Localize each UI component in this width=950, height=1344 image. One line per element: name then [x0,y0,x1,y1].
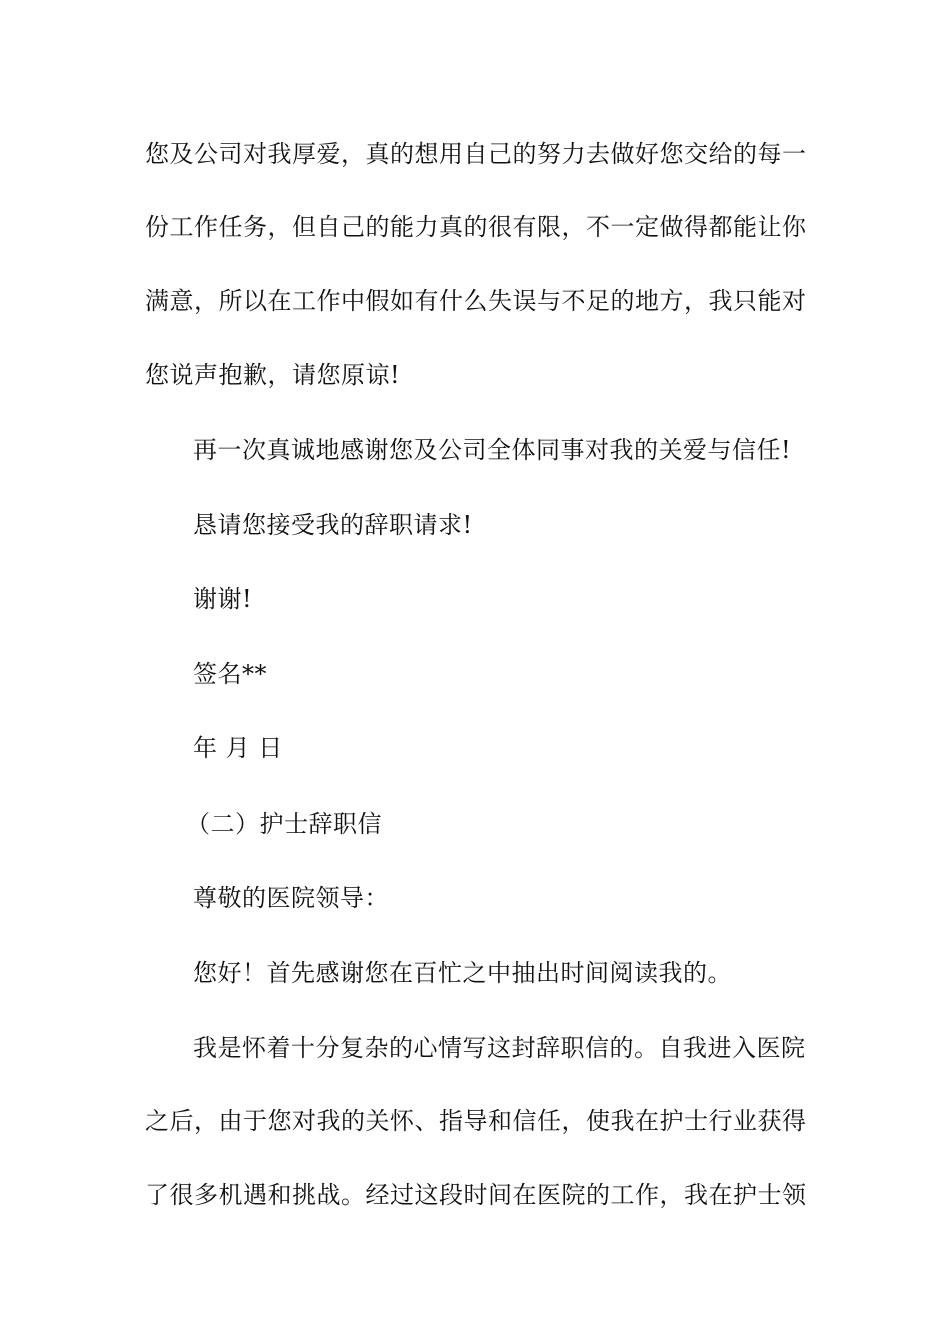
paragraph-line: 满意，所以在工作中假如有什么失误与不足的地方，我只能对 [145,287,807,315]
paragraph-line: 了很多机遇和挑战。经过这段时间在医院的工作，我在护士领 [145,1181,807,1209]
salutation: 尊敬的医院领导： [193,884,389,912]
section-heading: （二）护士辞职信 [186,810,382,838]
paragraph-line: 份工作任务，但自己的能力真的很有限，不一定做得都能让你 [145,213,807,241]
paragraph-line: 之后，由于您对我的关怀、指导和信任，使我在护士行业获得 [145,1107,807,1135]
date-line: 年 月 日 [193,734,283,762]
paragraph-line: 恳请您接受我的辞职请求! [193,511,473,539]
paragraph-line: 再一次真诚地感谢您及公司全体同事对我的关爱与信任! [193,436,792,464]
closing-thanks: 谢谢! [193,585,253,613]
paragraph-line: 您说声抱歉，请您原谅! [145,361,401,389]
paragraph-line: 我是怀着十分复杂的心情写这封辞职信的。自我进入医院 [193,1034,806,1062]
greeting-line: 您好！首先感谢您在百忙之中抽出时间阅读我的。 [193,959,732,987]
signature-line: 签名** [193,660,267,688]
paragraph-line: 您及公司对我厚爱，真的想用自己的努力去做好您交给的每一 [145,140,807,168]
